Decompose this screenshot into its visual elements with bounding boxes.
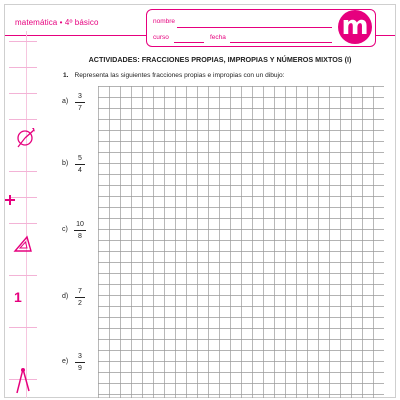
compass-icon — [14, 127, 36, 149]
left-margin — [5, 31, 43, 398]
fraction-denominator: 9 — [78, 365, 82, 372]
item-letter: b) — [62, 160, 69, 167]
divider-compass-icon — [14, 367, 32, 395]
fraction-bar — [75, 362, 85, 363]
margin-digit: 1 — [14, 289, 22, 305]
item-letter: a) — [62, 98, 69, 105]
fraction — [75, 287, 85, 308]
fraction — [75, 154, 85, 175]
margin-dash — [9, 223, 37, 224]
fraction-numerator: 3 — [78, 353, 82, 360]
brand-logo: m — [338, 10, 372, 44]
instruction-number: 1. — [63, 72, 69, 79]
fraction-bar — [75, 297, 85, 298]
header — [5, 5, 395, 49]
name-line[interactable] — [177, 27, 332, 28]
item-letter: d) — [62, 293, 69, 300]
fraction-numerator: 10 — [76, 221, 84, 228]
margin-dash — [9, 275, 37, 276]
plus-icon — [5, 195, 15, 205]
margin-dash — [9, 41, 37, 42]
fraction — [74, 220, 86, 241]
fraction — [75, 352, 85, 373]
fraction-bar — [75, 164, 85, 165]
margin-dash — [9, 119, 37, 120]
activity-title: ACTIVIDADES: FRACCIONES PROPIAS, IMPROPIAS Y NÚMEROS MIXTOS (I) — [88, 55, 352, 64]
drawing-grid[interactable] — [98, 86, 384, 398]
date-line[interactable] — [230, 42, 332, 43]
fraction-denominator: 7 — [78, 105, 82, 112]
fraction-bar — [74, 230, 86, 231]
course-line[interactable] — [174, 42, 204, 43]
margin-dash — [9, 93, 37, 94]
fraction — [75, 92, 85, 113]
margin-rule — [26, 31, 27, 398]
fraction-denominator: 4 — [78, 167, 82, 174]
fraction-numerator: 5 — [78, 155, 82, 162]
date-label: fecha — [210, 34, 226, 41]
margin-dash — [9, 327, 37, 328]
instruction-line — [63, 72, 285, 79]
name-label: nombre — [153, 18, 176, 25]
item-letter: c) — [62, 226, 68, 233]
fraction-denominator: 2 — [78, 300, 82, 307]
set-square-icon — [13, 235, 33, 253]
margin-dash — [9, 67, 37, 68]
margin-dash — [9, 171, 37, 172]
subject-label: matemática • 4º básico — [15, 18, 99, 27]
item-letter: e) — [62, 358, 69, 365]
fraction-numerator: 3 — [78, 93, 82, 100]
instruction-text: Representa las siguientes fracciones propias e impropias con un dibujo: — [74, 72, 285, 79]
fraction-bar — [75, 102, 85, 103]
course-label: curso — [153, 34, 169, 41]
fraction-denominator: 8 — [78, 233, 82, 240]
fraction-numerator: 7 — [78, 288, 82, 295]
